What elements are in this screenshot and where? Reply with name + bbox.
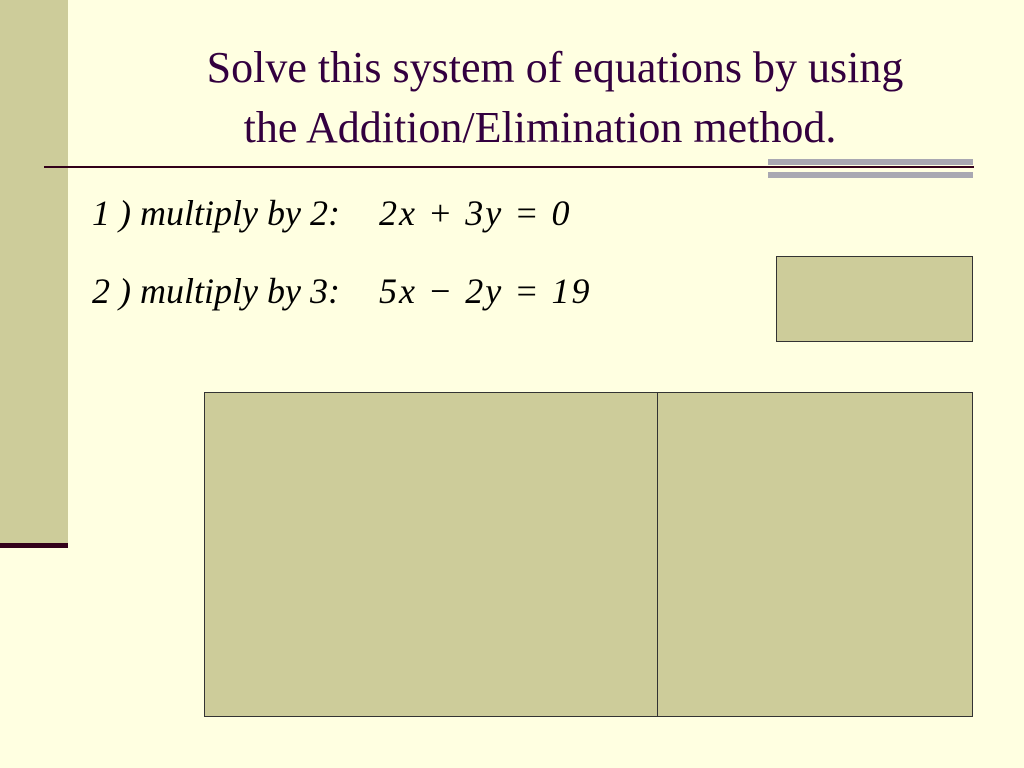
equation-1-expression: 2x + 3y = 0 <box>378 193 572 233</box>
answer-box-small <box>776 256 973 342</box>
rule-accent-bottom <box>768 172 973 178</box>
equation-2-expression: 5x − 2y = 19 <box>378 271 592 311</box>
left-accent-underline <box>0 543 68 548</box>
equation-1-label: 1 ) multiply by 2: <box>92 193 340 233</box>
equation-2 <box>92 270 592 312</box>
work-area-divider <box>657 393 658 716</box>
title-line-1: Solve this system of equations by using <box>206 43 904 92</box>
left-accent-bar <box>0 0 68 546</box>
title-line-2: the Addition/Elimination method. <box>243 103 837 152</box>
title-divider <box>44 166 974 168</box>
equation-1 <box>92 192 572 234</box>
rule-accent-top <box>768 159 973 165</box>
equation-2-label: 2 ) multiply by 3: <box>92 271 340 311</box>
slide-title <box>80 38 1000 158</box>
work-area-box <box>204 392 973 717</box>
